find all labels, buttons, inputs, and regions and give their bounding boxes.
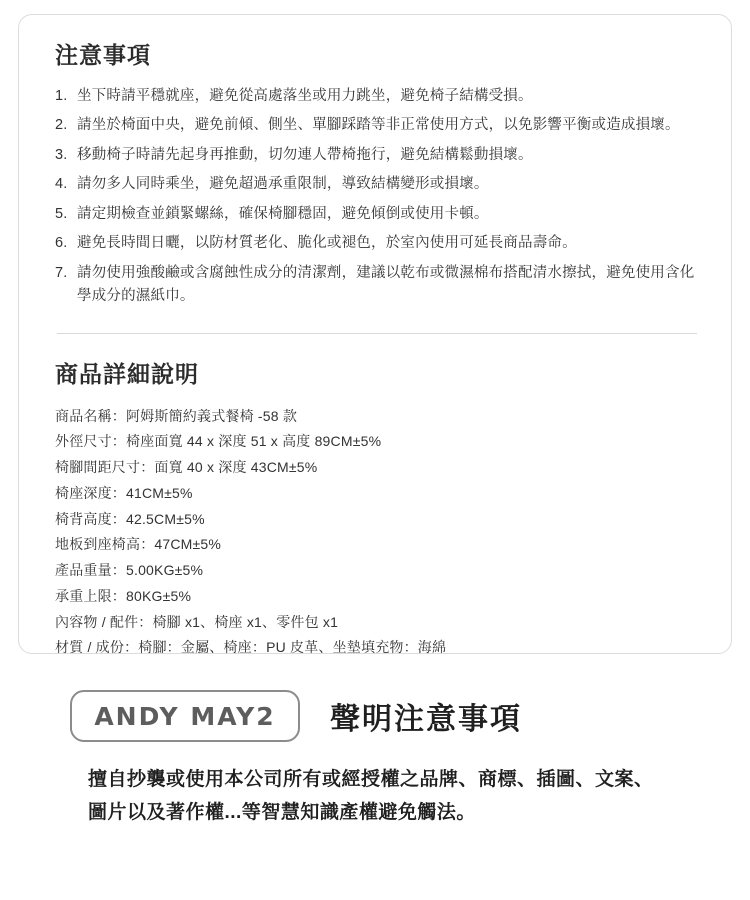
spec-row: 商品名稱：阿姆斯簡約義式餐椅 -58 款 (55, 407, 298, 424)
list-item (55, 232, 699, 255)
list-item-number: 3. (55, 146, 68, 163)
spec-row: 椅背高度：42.5CM±5% (55, 510, 205, 527)
spec-row: 內容物 / 配件：椅腳 x1、椅座 x1、零件包 x1 (55, 613, 339, 630)
list-item (55, 144, 699, 167)
spec-list (55, 404, 699, 662)
spec-row: 外徑尺寸：椅座面寬 44 x 深度 51 x 高度 89CM±5% (55, 433, 382, 450)
statement-line: 擅自抄襲或使用本公司所有或經授權之品牌、商標、插圖、文案、 (88, 769, 654, 790)
list-item-number: 6. (55, 235, 68, 252)
brand-logo-text: ANDY MAY2 (94, 701, 276, 731)
notice-list (55, 85, 699, 309)
spec-row: 承重上限：80KG±5% (55, 587, 192, 604)
list-item (55, 114, 699, 137)
list-item-number: 4. (55, 176, 68, 193)
list-item (55, 262, 699, 309)
list-item-text: 請坐於椅面中央，避免前傾、側坐、單腳踩踏等非正常使用方式，以免影響平衡或造成損壞。 (77, 117, 680, 134)
list-item-text: 請定期檢查並鎖緊螺絲，確保椅腳穩固，避免傾倒或使用卡頓。 (77, 205, 489, 222)
spec-row: 地板到座椅高：47CM±5% (55, 536, 222, 553)
list-item-text: 避免長時間日曬，以防材質老化、脆化或褪色，於室內使用可延長商品壽命。 (77, 235, 577, 252)
list-item (55, 203, 699, 226)
brand-logo (70, 690, 300, 742)
statement-header (18, 690, 732, 742)
spec-row: 材質 / 成份：椅腳：金屬、椅座：PU 皮革、坐墊填充物：海綿 (55, 639, 447, 656)
list-item-number: 5. (55, 205, 68, 222)
spec-section (55, 334, 699, 661)
spec-row: 椅座深度：41CM±5% (55, 484, 193, 501)
list-item (55, 173, 699, 196)
list-item-number: 1. (55, 87, 68, 104)
list-item-text: 請勿使用強酸鹼或含腐蝕性成分的清潔劑，建議以乾布或微濕棉布搭配清水擦拭，避免使用含化學成分的濕紙巾。 (77, 264, 695, 305)
spec-row: 椅腳間距尺寸：面寬 40 x 深度 43CM±5% (55, 459, 318, 476)
list-item-text: 移動椅子時請先起身再推動，切勿連人帶椅拖行，避免結構鬆動損壞。 (77, 146, 533, 163)
statement-title: 聲明注意事項 (330, 703, 522, 736)
spec-title: 商品詳細說明 (55, 360, 199, 387)
statement-body (18, 742, 732, 829)
spec-row: 產品重量：5.00KG±5% (55, 562, 204, 579)
list-item-number: 2. (55, 117, 68, 134)
list-item (55, 85, 699, 108)
info-card (18, 14, 732, 654)
list-item-text: 請勿多人同時乘坐，避免超過承重限制，導致結構變形或損壞。 (77, 176, 489, 193)
list-item-number: 7. (55, 264, 68, 281)
card-content (19, 15, 731, 661)
notice-title: 注意事項 (55, 42, 151, 68)
list-item-text: 坐下時請平穩就座，避免從高處落坐或用力跳坐，避免椅子結構受損。 (77, 87, 533, 104)
statement-section (18, 690, 732, 829)
statement-line: 圖片以及著作權...等智慧知識產權避免觸法。 (88, 801, 476, 823)
